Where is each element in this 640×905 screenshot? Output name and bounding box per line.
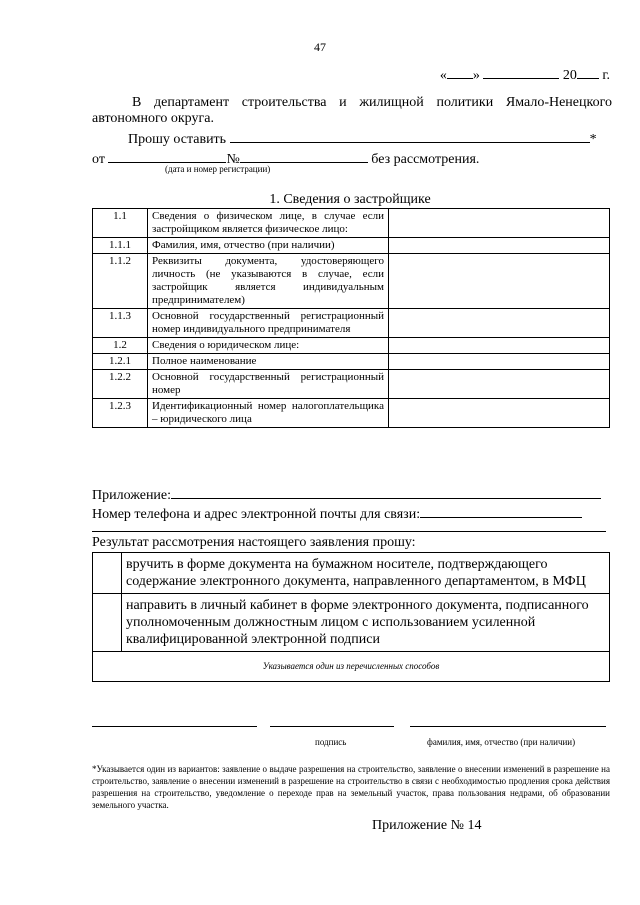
date-close-quote: » [472, 68, 480, 83]
contact-field[interactable] [420, 503, 582, 518]
option-row [93, 594, 610, 652]
position-line[interactable] [92, 726, 257, 727]
option-checkbox[interactable] [93, 594, 122, 652]
application-type-field[interactable] [230, 128, 590, 143]
option-text: вручить в форме документа на бумажном носителе, подтверждающего содержание электронного документа, направленного департаментом, в МФЦ [122, 553, 610, 594]
row-label: Реквизиты документа, удостоверяющего личность (не указываются в случае, если застройщик является индивидуальным предпринимателем) [148, 254, 389, 309]
table-row [93, 254, 610, 309]
row-label: Основной государственный регистрационный номер [148, 370, 389, 399]
option-note-row [93, 652, 610, 682]
page-number: 47 [314, 40, 326, 54]
request-reg-line [92, 148, 479, 168]
addressee: В департамент строительства и жилищной политики Ямало-Ненецкого автономного округа. [92, 95, 612, 126]
section-title: 1. Сведения о застройщике [269, 192, 431, 207]
request-tail: без рассмотрения. [371, 152, 480, 167]
row-value[interactable] [389, 254, 610, 309]
table-row [93, 309, 610, 338]
appendix-title: Приложение № 14 [372, 818, 482, 833]
result-label: Результат рассмотрения настоящего заявления прошу: [92, 535, 416, 550]
reg-caption: (дата и номер регистрации) [165, 164, 271, 174]
row-number: 1.2 [93, 338, 148, 354]
row-label: Полное наименование [148, 354, 389, 370]
row-value[interactable] [389, 238, 610, 254]
request-line [128, 128, 597, 148]
reg-date-field[interactable] [108, 148, 226, 163]
row-value[interactable] [389, 209, 610, 238]
row-label: Идентификационный номер налогоплательщика – юридического лица [148, 399, 389, 428]
year-field[interactable] [577, 64, 599, 79]
footnote-asterisk: * [589, 132, 597, 147]
year-suffix: г. [602, 68, 610, 83]
result-options-table [92, 552, 610, 682]
signature-caption: подпись [315, 737, 347, 747]
row-value[interactable] [389, 309, 610, 338]
month-field[interactable] [483, 64, 559, 79]
developer-info-table [92, 208, 610, 428]
options-note: Указывается один из перечисленных способов [93, 652, 610, 682]
row-number: 1.1.3 [93, 309, 148, 338]
footnote: *Указывается один из вариантов: заявление о выдаче разрешения на строительство, заявление о внесении изменений в разрешение на строительство, заявление о внесении изменений в разрешение на строительство в связи с необходимостью продления срока действия разрешения на строительство, уведомление о переходе прав на земельный участок, права пользования недрами, об образовании земельного участка. [92, 764, 610, 810]
row-label: Фамилия, имя, отчество (при наличии) [148, 238, 389, 254]
attachment-field[interactable] [171, 484, 601, 499]
date-line [440, 64, 610, 84]
row-label: Сведения о юридическом лице: [148, 338, 389, 354]
row-value[interactable] [389, 338, 610, 354]
row-number: 1.2.3 [93, 399, 148, 428]
row-number: 1.1 [93, 209, 148, 238]
table-row [93, 209, 610, 238]
row-number: 1.1.1 [93, 238, 148, 254]
full-name-caption: фамилия, имя, отчество (при наличии) [427, 737, 576, 747]
signature-line[interactable] [270, 726, 394, 727]
contact-line [92, 503, 582, 523]
table-row [93, 354, 610, 370]
row-value[interactable] [389, 354, 610, 370]
table-row [93, 399, 610, 428]
option-checkbox[interactable] [93, 553, 122, 594]
request-label: Прошу оставить [128, 132, 227, 147]
row-number: 1.2.1 [93, 354, 148, 370]
table-row [93, 338, 610, 354]
reg-number-field[interactable] [240, 148, 368, 163]
full-name-line[interactable] [410, 726, 606, 727]
day-field[interactable] [447, 64, 473, 79]
table-row [93, 370, 610, 399]
from-label: от [92, 152, 105, 167]
option-text: направить в личный кабинет в форме электронного документа, подписанного уполномоченным должностным лицом с использованием усиленной квалифицированной электронной подписи [122, 594, 610, 652]
number-label: № [226, 152, 240, 167]
contact-continuation-line[interactable] [92, 531, 606, 532]
row-number: 1.2.2 [93, 370, 148, 399]
attachment-line [92, 484, 601, 504]
year-prefix: 20 [562, 68, 577, 83]
row-value[interactable] [389, 370, 610, 399]
contact-label: Номер телефона и адрес электронной почты для связи: [92, 507, 421, 522]
row-label: Основной государственный регистрационный номер индивидуального предпринимателя [148, 309, 389, 338]
row-number: 1.1.2 [93, 254, 148, 309]
row-label: Сведения о физическом лице, в случае если застройщиком является физическое лицо: [148, 209, 389, 238]
row-value[interactable] [389, 399, 610, 428]
option-row [93, 553, 610, 594]
attachment-label: Приложение: [92, 488, 172, 503]
table-row [93, 238, 610, 254]
date-open-quote: « [439, 68, 447, 83]
